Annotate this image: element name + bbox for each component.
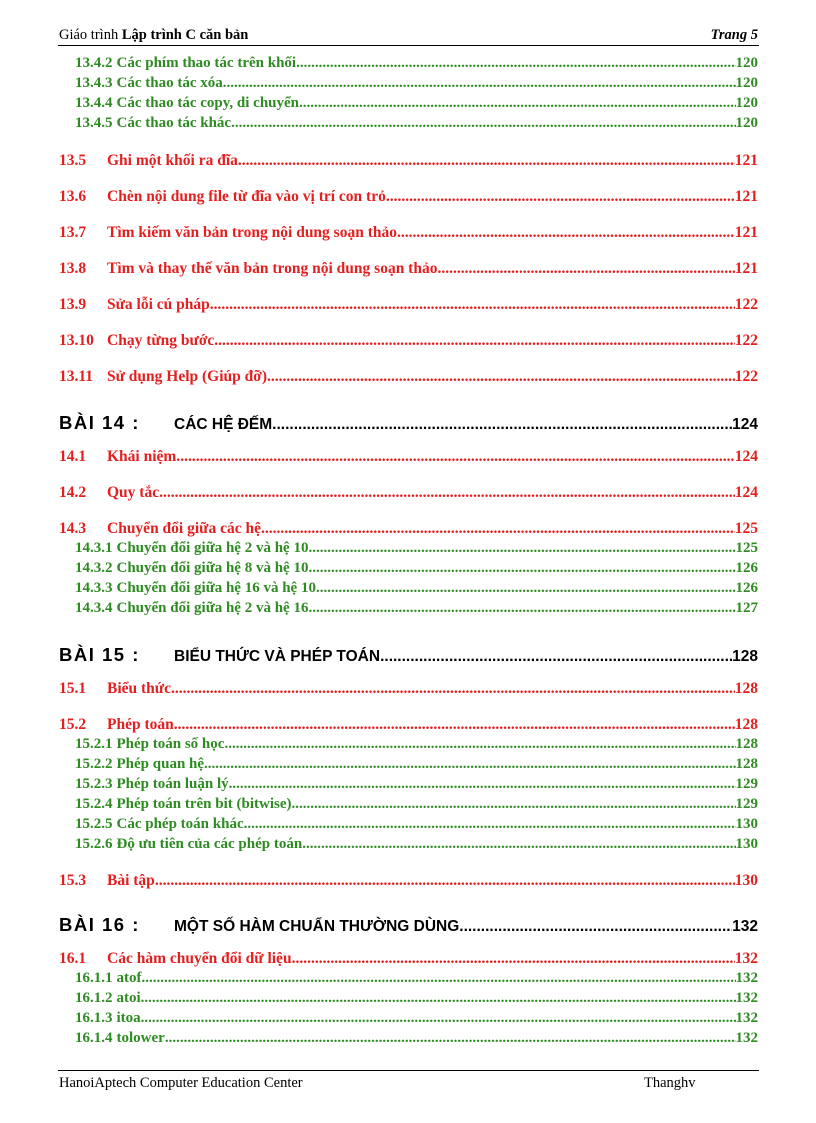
toc-entry-level-1[interactable] (59, 412, 758, 434)
footer-left: HanoiAptech Computer Education Center (59, 1075, 303, 1091)
toc-entry-page-number: 130 (735, 816, 758, 832)
toc-entry-page-number: 128 (735, 756, 758, 772)
toc-dot-leader (165, 1030, 736, 1047)
toc-entry-level-2[interactable] (59, 950, 758, 968)
header-rule (58, 45, 759, 46)
toc-dot-leader (459, 918, 732, 936)
toc-entry-page-number: 132 (734, 950, 758, 967)
toc-dot-leader (223, 75, 736, 92)
toc-entry-page-number: 132 (735, 1010, 758, 1026)
toc-entry-level-3[interactable] (59, 970, 758, 987)
toc-entry-title: Chạy từng bước (107, 332, 215, 349)
toc-entry-page-number: 120 (735, 115, 758, 131)
toc-entry-number: 15.2.2 (75, 756, 113, 772)
footer-right: Thanghv (644, 1075, 696, 1091)
toc-entry-title: Chuyển đổi giữa các hệ (107, 520, 261, 537)
toc-entry-number: 15.2.5 (75, 816, 113, 832)
toc-entry-number: 16.1.1 (75, 970, 113, 986)
toc-entry-title: Chuyển đổi giữa hệ 16 và hệ 10 (116, 580, 316, 596)
toc-dot-leader (210, 296, 735, 314)
toc-dot-leader (142, 970, 736, 987)
toc-dot-leader (437, 260, 734, 278)
toc-entry-title: Các thao tác khác (116, 115, 232, 131)
toc-entry-level-2[interactable] (59, 188, 758, 206)
toc-entry-title: Chuyển đổi giữa hệ 2 và hệ 16 (116, 600, 309, 616)
toc-dot-leader (267, 368, 735, 386)
toc-entry-number: 13.10 (59, 332, 94, 349)
toc-entry-level-2[interactable] (59, 260, 758, 278)
toc-entry-title: MỘT SỐ HÀM CHUẨN THƯỜNG DÙNG (174, 918, 460, 935)
toc-entry-level-3[interactable] (59, 756, 758, 773)
toc-entry-number: 14.2 (59, 484, 87, 501)
toc-entry-level-1[interactable] (59, 644, 758, 666)
toc-entry-title: Các phép toán khác (116, 816, 244, 832)
toc-entry-number: 13.11 (59, 368, 94, 385)
toc-entry-number: 13.4.2 (75, 55, 113, 71)
toc-entry-title: Sửa lỗi cú pháp (107, 296, 210, 313)
toc-entry-title: Các phím thao tác trên khối (116, 55, 297, 71)
toc-entry-page-number: 128 (734, 680, 758, 697)
toc-entry-page-number: 120 (735, 75, 758, 91)
toc-dot-leader (308, 600, 735, 617)
toc-dot-leader (292, 796, 736, 813)
toc-entry-page-number: 125 (735, 540, 758, 556)
toc-entry-number: 13.8 (59, 260, 87, 277)
toc-entry-level-2[interactable] (59, 484, 758, 502)
toc-entry-number: 13.4.4 (75, 95, 113, 111)
toc-entry-level-3[interactable] (59, 600, 758, 617)
toc-entry-title: Biểu thức (107, 680, 171, 697)
toc-entry-title: Chuyển đổi giữa hệ 2 và hệ 10 (116, 540, 309, 556)
header-left (59, 27, 248, 44)
toc-entry-level-2[interactable] (59, 680, 758, 698)
toc-entry-page-number: 129 (735, 796, 758, 812)
page-label: Trang 5 (710, 27, 758, 43)
toc-dot-leader (229, 776, 736, 793)
toc-entry-page-number: 132 (735, 990, 758, 1006)
toc-entry-title: Các thao tác copy, di chuyển (116, 95, 300, 111)
toc-entry-number: 13.6 (59, 188, 87, 205)
toc-entry-number: 14.3 (59, 520, 87, 537)
toc-entry-page-number: 122 (734, 368, 758, 385)
toc-entry-title: Các hàm chuyển đổi dữ liệu (107, 950, 292, 967)
toc-entry-title: Phép toán (107, 716, 174, 733)
toc-entry-number: BÀI 15 : (59, 644, 140, 665)
toc-entry-page-number: 125 (734, 520, 758, 537)
toc-dot-leader (224, 736, 735, 753)
toc-entry-page-number: 127 (735, 600, 758, 616)
toc-entry-level-2[interactable] (59, 872, 758, 890)
toc-dot-leader (174, 716, 735, 734)
toc-entry-title: Chuyển đổi giữa hệ 8 và hệ 10 (116, 560, 309, 576)
toc-entry-number: 15.2 (59, 716, 87, 733)
toc-dot-leader (155, 872, 735, 890)
toc-entry-number: 14.3.4 (75, 600, 113, 616)
toc-entry-page-number: 128 (734, 716, 758, 733)
toc-entry-page-number: 121 (734, 152, 758, 169)
toc-dot-leader (214, 332, 734, 350)
toc-dot-leader (397, 224, 735, 242)
toc-entry-level-3[interactable] (59, 560, 758, 577)
toc-entry-number: 15.3 (59, 872, 87, 889)
toc-entry-page-number: 121 (734, 224, 758, 241)
toc-entry-page-number: 122 (734, 296, 758, 313)
toc-dot-leader (302, 836, 735, 853)
toc-entry-title: Phép toán trên bit (bitwise) (116, 796, 292, 812)
toc-entry-number: 15.2.3 (75, 776, 113, 792)
toc-entry-page-number: 132 (735, 970, 758, 986)
toc-dot-leader (171, 680, 735, 698)
toc-entry-page-number: 120 (735, 55, 758, 71)
toc-entry-number: 16.1.4 (75, 1030, 113, 1046)
toc-entry-title: Ghi một khối ra đĩa (107, 152, 238, 169)
toc-entry-level-3[interactable] (59, 580, 758, 597)
toc-entry-level-3[interactable] (59, 836, 758, 853)
toc-entry-title: Quy tắc (107, 484, 160, 501)
toc-entry-level-3[interactable] (59, 796, 758, 813)
toc-entry-title: Sử dụng Help (Giúp đỡ) (107, 368, 268, 385)
toc-entry-title: Phép toán số học (116, 736, 225, 752)
toc-entry-number: 16.1 (59, 950, 87, 967)
toc-entry-number: BÀI 16 : (59, 914, 140, 935)
toc-dot-leader (308, 560, 735, 577)
toc-dot-leader (141, 990, 736, 1007)
toc-entry-title: Độ ưu tiên của các phép toán (116, 836, 303, 852)
toc-entry-level-2[interactable] (59, 224, 758, 242)
toc-dot-leader (238, 152, 735, 170)
toc-entry-title: CÁC HỆ ĐẾM (174, 416, 273, 433)
toc-entry-title: Khái niệm (107, 448, 177, 465)
toc-entry-page-number: 130 (734, 872, 758, 889)
toc-entry-title: tolower (116, 1030, 165, 1046)
toc-entry-number: 13.5 (59, 152, 87, 169)
toc-entry-page-number: 126 (735, 580, 758, 596)
toc-entry-level-3[interactable] (59, 1030, 758, 1047)
toc-dot-leader (261, 520, 735, 538)
toc-entry-number: 13.4.3 (75, 75, 113, 91)
toc-dot-leader (272, 416, 732, 434)
toc-entry-title: BIỂU THỨC VÀ PHÉP TOÁN (174, 648, 381, 665)
toc-entry-title: Tìm và thay thế văn bản trong nội dung soạn thảo (107, 260, 438, 277)
toc-entry-page-number: 122 (734, 332, 758, 349)
toc-entry-number: 14.3.3 (75, 580, 113, 596)
toc-entry-page-number: 126 (735, 560, 758, 576)
toc-entry-level-2[interactable] (59, 368, 758, 386)
toc-entry-level-3[interactable] (59, 816, 758, 833)
toc-dot-leader (204, 756, 735, 773)
toc-entry-title: atof (116, 970, 142, 986)
toc-entry-page-number: 124 (732, 416, 758, 433)
toc-entry-title: Chèn nội dung file từ đĩa vào vị trí con trỏ (107, 188, 386, 205)
toc-dot-leader (244, 816, 736, 833)
toc-dot-leader (386, 188, 735, 206)
toc-entry-level-3[interactable] (59, 115, 758, 132)
toc-entry-number: 16.1.2 (75, 990, 113, 1006)
toc-entry-number: 14.1 (59, 448, 87, 465)
page-header (59, 27, 758, 45)
toc-entry-level-3[interactable] (59, 736, 758, 753)
toc-entry-number: 13.4.5 (75, 115, 113, 131)
page-footer (59, 1075, 758, 1093)
toc-entry-level-3[interactable] (59, 990, 758, 1007)
toc-entry-title: itoa (116, 1010, 141, 1026)
toc-entry-level-2[interactable] (59, 296, 758, 314)
toc-entry-number: 13.9 (59, 296, 87, 313)
toc-entry-page-number: 124 (734, 448, 758, 465)
toc-dot-leader (159, 484, 735, 502)
header-prefix: Giáo trình (59, 27, 119, 43)
toc-entry-title: Phép quan hệ (116, 756, 205, 772)
toc-entry-number: 16.1.3 (75, 1010, 113, 1026)
toc-dot-leader (141, 1010, 736, 1027)
toc-entry-level-2[interactable] (59, 332, 758, 350)
toc-entry-page-number: 132 (732, 918, 758, 935)
toc-entry-level-3[interactable] (59, 75, 758, 92)
toc-entry-number: 15.2.4 (75, 796, 113, 812)
footer-rule (58, 1070, 759, 1071)
toc-dot-leader (299, 95, 735, 112)
toc-entry-level-3[interactable] (59, 1010, 758, 1027)
toc-entry-level-1[interactable] (59, 914, 758, 936)
toc-entry-page-number: 132 (735, 1030, 758, 1046)
toc-entry-title: Tìm kiếm văn bản trong nội dung soạn thảo (107, 224, 397, 241)
toc-dot-leader (296, 55, 735, 72)
toc-entry-level-3[interactable] (59, 95, 758, 112)
toc-entry-level-2[interactable] (59, 448, 758, 466)
toc-entry-page-number: 128 (735, 736, 758, 752)
toc-entry-title: Bài tập (107, 872, 155, 889)
toc-entry-title: Phép toán luận lý (116, 776, 229, 792)
toc-entry-level-3[interactable] (59, 776, 758, 793)
toc-entry-title: Các thao tác xóa (116, 75, 223, 91)
toc-dot-leader (316, 580, 736, 597)
toc-entry-number: 13.7 (59, 224, 87, 241)
toc-dot-leader (308, 540, 735, 557)
toc-entry-level-2[interactable] (59, 152, 758, 170)
toc-entry-page-number: 124 (734, 484, 758, 501)
toc-entry-page-number: 129 (735, 776, 758, 792)
toc-entry-number: 15.2.1 (75, 736, 113, 752)
toc-entry-number: 15.2.6 (75, 836, 113, 852)
toc-dot-leader (292, 950, 735, 968)
toc-entry-title: atoi (116, 990, 141, 1006)
book-title: Lập trình C căn bản (121, 27, 249, 43)
toc-entry-level-3[interactable] (59, 540, 758, 557)
toc-dot-leader (380, 648, 732, 666)
toc-entry-number: BÀI 14 : (59, 412, 140, 433)
toc-entry-page-number: 128 (732, 648, 758, 665)
toc-entry-page-number: 121 (734, 260, 758, 277)
toc-entry-number: 15.1 (59, 680, 87, 697)
toc-entry-page-number: 120 (735, 95, 758, 111)
toc-entry-number: 14.3.2 (75, 560, 113, 576)
toc-entry-page-number: 121 (734, 188, 758, 205)
toc-entry-level-2[interactable] (59, 520, 758, 538)
toc-entry-level-2[interactable] (59, 716, 758, 734)
toc-dot-leader (231, 115, 735, 132)
toc-dot-leader (176, 448, 734, 466)
toc-entry-page-number: 130 (735, 836, 758, 852)
toc-entry-level-3[interactable] (59, 55, 758, 72)
toc-entry-number: 14.3.1 (75, 540, 113, 556)
